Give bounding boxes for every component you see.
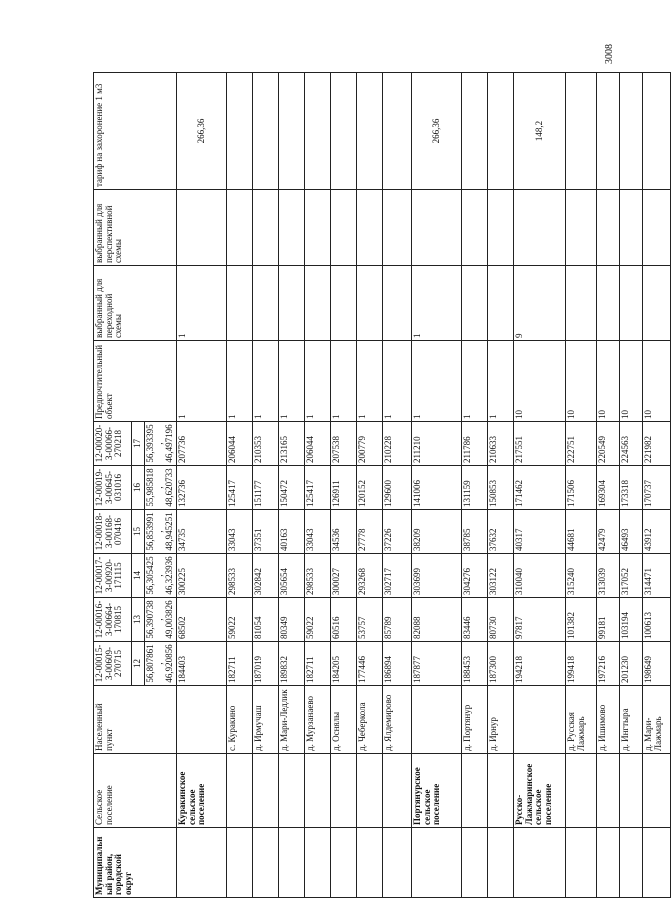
header-object-number: 17 [132, 422, 145, 466]
distance-cell: 97817 [513, 598, 565, 642]
transitional-scheme-cell [252, 266, 278, 341]
distance-cell: 151177 [252, 466, 278, 510]
preferred-object-cell: 1 [382, 341, 411, 422]
distance-cell: 221982 [642, 422, 670, 466]
preferred-object-cell: 1 [461, 341, 487, 422]
preferred-object-cell: 1 [176, 341, 226, 422]
tariff-cell: 148,2 [513, 73, 565, 190]
prospective-scheme-cell [596, 190, 619, 266]
table-body [176, 73, 670, 898]
prospective-scheme-cell [176, 190, 226, 266]
locality-cell [411, 686, 461, 754]
distance-cell: 189832 [278, 642, 304, 686]
distance-cell: 99181 [596, 598, 619, 642]
distance-cell: 302717 [382, 554, 411, 598]
tariff-cell: 266,36 [411, 73, 461, 190]
table-row [487, 73, 513, 898]
distance-cell: 315240 [565, 554, 596, 598]
table-row [411, 73, 461, 898]
municipal-district-cell [596, 828, 619, 898]
distance-cell: 314471 [642, 554, 670, 598]
header-object-code: 12-00015-З-00609-270715 [94, 642, 132, 686]
header-object-code: 12-00017-З-00920-171115 [94, 554, 132, 598]
table-row [176, 73, 226, 898]
locality-cell: д. Ялдемирово [382, 686, 411, 754]
header-object-coordinates: 56,807861, 46,920856 [144, 642, 176, 686]
distance-cell: 211210 [411, 422, 461, 466]
preferred-object-cell: 1 [278, 341, 304, 422]
header-object-coordinates: 56,853991, 48,945251 [144, 510, 176, 554]
municipal-district-cell [278, 828, 304, 898]
header-locality: Населенный пункт [94, 686, 177, 754]
distance-cell: 171506 [565, 466, 596, 510]
municipal-district-cell [356, 828, 382, 898]
distance-cell: 200779 [356, 422, 382, 466]
settlement-cell: Русско-Лажмаринское сельское поселение [513, 754, 565, 828]
distance-cell: 40163 [278, 510, 304, 554]
distance-cell: 80349 [278, 598, 304, 642]
locality-cell: д. Мари-Лажмарь [642, 686, 670, 754]
header-object-number: 12 [132, 642, 145, 686]
preferred-object-cell: 1 [330, 341, 356, 422]
locality-cell: д. Ингтыра [619, 686, 642, 754]
distance-cell: 182711 [226, 642, 252, 686]
prospective-scheme-cell [619, 190, 642, 266]
table-row [461, 73, 487, 898]
municipal-district-cell [382, 828, 411, 898]
settlement-cell [382, 754, 411, 828]
distance-cell: 182711 [304, 642, 330, 686]
preferred-object-cell: 10 [565, 341, 596, 422]
table-row [226, 73, 252, 898]
municipal-district-cell [513, 828, 565, 898]
distance-cell: 46493 [619, 510, 642, 554]
distance-cell: 201230 [619, 642, 642, 686]
distance-cell: 303699 [411, 554, 461, 598]
table-row [642, 73, 670, 898]
distance-cell: 68502 [176, 598, 226, 642]
transitional-scheme-cell [226, 266, 252, 341]
distance-cell: 207736 [176, 422, 226, 466]
distance-cell: 184403 [176, 642, 226, 686]
prospective-scheme-cell [252, 190, 278, 266]
prospective-scheme-cell [565, 190, 596, 266]
municipal-district-cell [226, 828, 252, 898]
distance-cell: 206044 [304, 422, 330, 466]
distance-cell: 42479 [596, 510, 619, 554]
tariff-cell [565, 73, 596, 190]
distance-cell: 199418 [565, 642, 596, 686]
distance-cell: 129600 [382, 466, 411, 510]
municipal-district-cell [330, 828, 356, 898]
distance-cell: 27778 [356, 510, 382, 554]
tariff-cell [619, 73, 642, 190]
settlement-cell: Куракинское сельское поселение [176, 754, 226, 828]
municipal-district-cell [304, 828, 330, 898]
preferred-object-cell: 1 [226, 341, 252, 422]
distance-cell: 103194 [619, 598, 642, 642]
distance-cell: 40317 [513, 510, 565, 554]
distance-cell: 317052 [619, 554, 642, 598]
distance-cell: 170737 [642, 466, 670, 510]
settlement-cell [226, 754, 252, 828]
distance-cell: 187300 [487, 642, 513, 686]
table-row [304, 73, 330, 898]
header-object-coordinates: 55,985818, 48,620733 [144, 466, 176, 510]
municipal-district-cell [176, 828, 226, 898]
waste-disposal-table [93, 72, 671, 898]
transitional-scheme-cell [487, 266, 513, 341]
distance-cell: 197216 [596, 642, 619, 686]
settlement-cell [642, 754, 670, 828]
distance-cell: 44681 [565, 510, 596, 554]
distance-cell: 141006 [411, 466, 461, 510]
settlement-cell [596, 754, 619, 828]
settlement-cell [278, 754, 304, 828]
tariff-cell [461, 73, 487, 190]
locality-cell: д. Русская Лажмарь [565, 686, 596, 754]
table-row [382, 73, 411, 898]
header-object-coordinates: 56,305425, 46,323936 [144, 554, 176, 598]
preferred-object-cell: 10 [513, 341, 565, 422]
distance-cell: 33043 [304, 510, 330, 554]
settlement-cell [356, 754, 382, 828]
header-object-number: 15 [132, 510, 145, 554]
municipal-district-cell [487, 828, 513, 898]
preferred-object-cell: 1 [252, 341, 278, 422]
settlement-cell [487, 754, 513, 828]
preferred-object-cell: 10 [642, 341, 670, 422]
distance-cell: 33043 [226, 510, 252, 554]
preferred-object-cell: 1 [411, 341, 461, 422]
prospective-scheme-cell [382, 190, 411, 266]
prospective-scheme-cell [278, 190, 304, 266]
tariff-cell [382, 73, 411, 190]
distance-cell: 81054 [252, 598, 278, 642]
locality-cell: д. Мари-Ледлик [278, 686, 304, 754]
distance-cell: 60516 [330, 598, 356, 642]
header-object-number: 13 [132, 598, 145, 642]
distance-cell: 37632 [487, 510, 513, 554]
distance-cell: 313039 [596, 554, 619, 598]
preferred-object-cell: 1 [487, 341, 513, 422]
table-row [596, 73, 619, 898]
distance-cell: 305654 [278, 554, 304, 598]
header-prospective-scheme: выбранный для перспективной схемы [94, 190, 177, 266]
transitional-scheme-cell [304, 266, 330, 341]
distance-cell: 184205 [330, 642, 356, 686]
distance-cell: 211786 [461, 422, 487, 466]
distance-cell: 303122 [487, 554, 513, 598]
distance-cell: 186894 [382, 642, 411, 686]
distance-cell: 304276 [461, 554, 487, 598]
table-row [356, 73, 382, 898]
distance-cell: 188453 [461, 642, 487, 686]
distance-cell: 177446 [356, 642, 382, 686]
locality-cell: д. Ишимово [596, 686, 619, 754]
distance-cell: 59022 [226, 598, 252, 642]
tariff-cell: 266,36 [176, 73, 226, 190]
locality-cell: д. Мурзанаево [304, 686, 330, 754]
header-object-coordinates: 56,390738, 49,003826 [144, 598, 176, 642]
transitional-scheme-cell: 1 [176, 266, 226, 341]
distance-cell: 310040 [513, 554, 565, 598]
distance-cell: 150472 [278, 466, 304, 510]
distance-cell: 198649 [642, 642, 670, 686]
settlement-cell [565, 754, 596, 828]
prospective-scheme-cell [487, 190, 513, 266]
header-object-number: 16 [132, 466, 145, 510]
settlement-cell [461, 754, 487, 828]
distance-cell: 300027 [330, 554, 356, 598]
distance-cell: 222751 [565, 422, 596, 466]
municipal-district-cell [642, 828, 670, 898]
tariff-cell [642, 73, 670, 190]
transitional-scheme-cell [596, 266, 619, 341]
distance-cell: 217551 [513, 422, 565, 466]
distance-cell: 210228 [382, 422, 411, 466]
prospective-scheme-cell [411, 190, 461, 266]
table-row [513, 73, 565, 898]
tariff-cell [356, 73, 382, 190]
transitional-scheme-cell [619, 266, 642, 341]
header-object-number: 14 [132, 554, 145, 598]
distance-cell: 34536 [330, 510, 356, 554]
distance-cell: 298533 [304, 554, 330, 598]
transitional-scheme-cell [565, 266, 596, 341]
distance-cell: 131159 [461, 466, 487, 510]
distance-cell: 173318 [619, 466, 642, 510]
distance-cell: 224563 [619, 422, 642, 466]
header-preferred-object: Предпочтительный объект [94, 341, 177, 422]
prospective-scheme-cell [356, 190, 382, 266]
header-rural-settlement: Сельское поселение [94, 754, 177, 828]
distance-cell: 220549 [596, 422, 619, 466]
prospective-scheme-cell [304, 190, 330, 266]
settlement-cell [619, 754, 642, 828]
distance-cell: 53757 [356, 598, 382, 642]
tariff-cell [226, 73, 252, 190]
transitional-scheme-cell [356, 266, 382, 341]
locality-cell [513, 686, 565, 754]
header-object-code: 12-00019-З-00645-031016 [94, 466, 132, 510]
locality-cell: д. Оснялы [330, 686, 356, 754]
distance-cell: 37226 [382, 510, 411, 554]
preferred-object-cell: 10 [596, 341, 619, 422]
tariff-cell [252, 73, 278, 190]
transitional-scheme-cell [330, 266, 356, 341]
distance-cell: 302842 [252, 554, 278, 598]
tariff-cell [278, 73, 304, 190]
preferred-object-cell: 10 [619, 341, 642, 422]
locality-cell [176, 686, 226, 754]
distance-cell: 38209 [411, 510, 461, 554]
locality-cell: д. Чеберкола [356, 686, 382, 754]
municipal-district-cell [619, 828, 642, 898]
tariff-cell [330, 73, 356, 190]
page-number: 3008 [604, 44, 615, 64]
distance-cell: 101382 [565, 598, 596, 642]
distance-cell: 293268 [356, 554, 382, 598]
table-row [330, 73, 356, 898]
transitional-scheme-cell [461, 266, 487, 341]
distance-cell: 171462 [513, 466, 565, 510]
tariff-cell [487, 73, 513, 190]
distance-cell: 59022 [304, 598, 330, 642]
distance-cell: 169304 [596, 466, 619, 510]
distance-cell: 187019 [252, 642, 278, 686]
header-municipal-district: Муниципальный район, городской округ [94, 828, 177, 898]
prospective-scheme-cell [461, 190, 487, 266]
prospective-scheme-cell [513, 190, 565, 266]
settlement-cell: Портянурское сельское поселение [411, 754, 461, 828]
transitional-scheme-cell [382, 266, 411, 341]
distance-cell: 120152 [356, 466, 382, 510]
distance-cell: 34735 [176, 510, 226, 554]
header-transitional-scheme: выбранный для переходной схемы [94, 266, 177, 341]
settlement-cell [330, 754, 356, 828]
transitional-scheme-cell [642, 266, 670, 341]
rotated-table-container [93, 73, 663, 898]
distance-cell: 132736 [176, 466, 226, 510]
preferred-object-cell: 1 [356, 341, 382, 422]
distance-cell: 83446 [461, 598, 487, 642]
municipal-district-cell [565, 828, 596, 898]
distance-cell: 43912 [642, 510, 670, 554]
distance-cell: 187877 [411, 642, 461, 686]
preferred-object-cell: 1 [304, 341, 330, 422]
municipal-district-cell [252, 828, 278, 898]
distance-cell: 85789 [382, 598, 411, 642]
distance-cell: 213165 [278, 422, 304, 466]
distance-cell: 298533 [226, 554, 252, 598]
distance-cell: 126911 [330, 466, 356, 510]
header-object-coordinates: 56,393395, 46,497196 [144, 422, 176, 466]
prospective-scheme-cell [330, 190, 356, 266]
distance-cell: 210633 [487, 422, 513, 466]
tariff-cell [304, 73, 330, 190]
distance-cell: 38785 [461, 510, 487, 554]
locality-cell: д. Ирнур [487, 686, 513, 754]
distance-cell: 125417 [304, 466, 330, 510]
municipal-district-cell [411, 828, 461, 898]
header-disposal-tariff: тариф на захоронение 1 м3 [94, 73, 177, 190]
distance-cell: 207538 [330, 422, 356, 466]
distance-cell: 194218 [513, 642, 565, 686]
locality-cell: д. Ирмучаш [252, 686, 278, 754]
distance-cell: 300225 [176, 554, 226, 598]
distance-cell: 100613 [642, 598, 670, 642]
distance-cell: 82088 [411, 598, 461, 642]
transitional-scheme-cell [278, 266, 304, 341]
table-row [278, 73, 304, 898]
header-object-code: 12-00018-З-00168-070416 [94, 510, 132, 554]
locality-cell: д. Портянур [461, 686, 487, 754]
table-row [565, 73, 596, 898]
prospective-scheme-cell [642, 190, 670, 266]
header-object-code: 12-00020-З-00066-270218 [94, 422, 132, 466]
settlement-cell [304, 754, 330, 828]
prospective-scheme-cell [226, 190, 252, 266]
table-row [619, 73, 642, 898]
distance-cell: 80730 [487, 598, 513, 642]
distance-cell: 210353 [252, 422, 278, 466]
locality-cell: с. Куракино [226, 686, 252, 754]
municipal-district-cell [461, 828, 487, 898]
table-row [252, 73, 278, 898]
settlement-cell [252, 754, 278, 828]
transitional-scheme-cell: 9 [513, 266, 565, 341]
distance-cell: 150853 [487, 466, 513, 510]
tariff-cell [596, 73, 619, 190]
transitional-scheme-cell: 1 [411, 266, 461, 341]
distance-cell: 37351 [252, 510, 278, 554]
distance-cell: 206044 [226, 422, 252, 466]
header-object-code: 12-00016-З-00664-170815 [94, 598, 132, 642]
distance-cell: 125417 [226, 466, 252, 510]
